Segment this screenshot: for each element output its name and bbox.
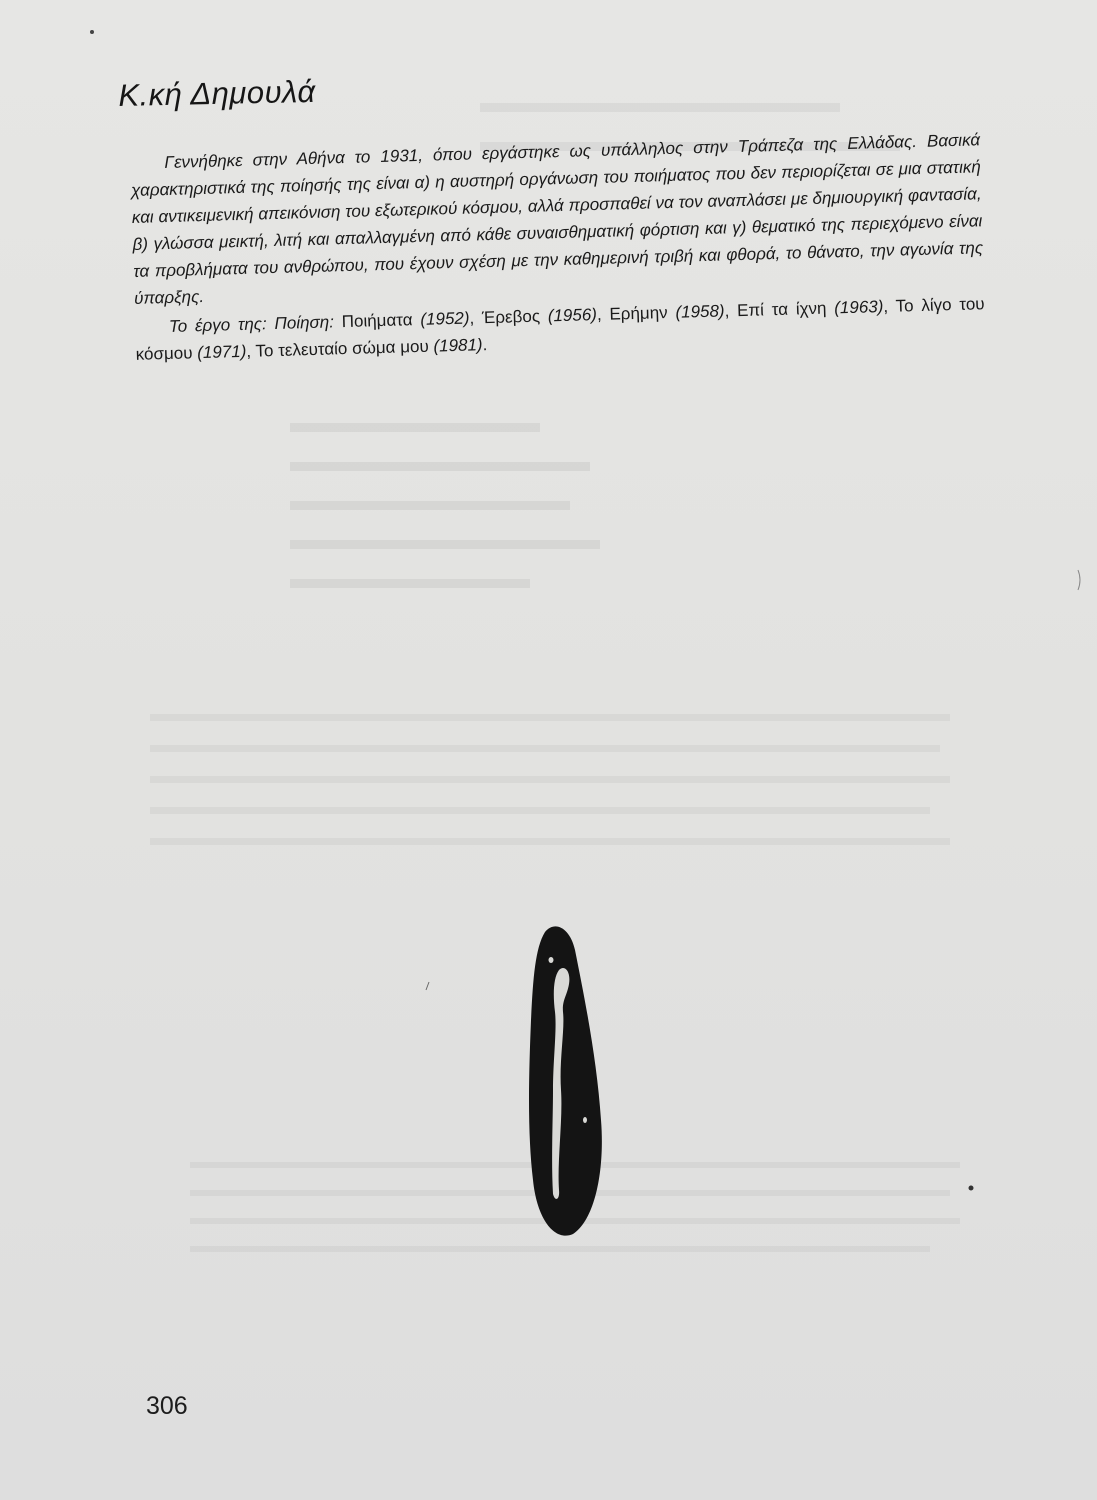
works-label: Το έργο της: Ποίηση: (168, 312, 335, 336)
work-title: Επί τα ίχνη (736, 298, 827, 321)
work-year: (1958) (675, 301, 725, 322)
work-item: Το τελευταίο σώμα μου (1981). (255, 335, 488, 361)
work-year: (1952) (420, 308, 470, 329)
work-title: Το λίγο του κόσμου (135, 294, 985, 364)
work-item: Ερήμην (1958), (609, 301, 730, 324)
work-year: (1963) (833, 297, 884, 318)
work-year: (1981) (433, 335, 483, 356)
work-item: Ποιήματα (1952), (341, 308, 475, 332)
work-item: Επί τα ίχνη (1963), (736, 296, 889, 321)
bio-paragraph: Γεννήθηκε στην Αθήνα το 1931, όπου εργάστηκε ως υπάλληλος στην Τράπεζα της Ελλάδας. Βασικά χαρακτηριστικά της ποίησής της είναι α) η αυστηρή οργάνωση του ποιήματος που δεν περιορίζεται σε μια στατική και αντικειμενική απεικόνιση του εξωτερικού κόσμου, αλλά προσπαθεί να τον αναπλάσει με δημιουργική φαντασία, β) γλώσσα μεικτή, λιτή και απαλλαγμένη από κάθε συναισθηματική φόρτιση και γ) θεματικό της περιεχόμενο είναι τα προβλήματα του ανθρώπου, που έχουν σχέση με την καθημερινή τριβή και φθορά, το θάνατο, την αγωνία της ύπαρξης. (130, 130, 984, 308)
author-biography (130, 126, 986, 368)
work-title: Το τελευταίο σώμα μου (255, 336, 429, 361)
work-title: Έρεβος (481, 306, 541, 328)
bleed-through-block (150, 700, 950, 855)
bleed-through-block (290, 405, 600, 600)
work-title: Ερήμην (609, 303, 668, 324)
work-title: Ποιήματα (341, 310, 413, 332)
author-heading: Κ.κή Δημουλά (118, 73, 316, 113)
work-year: (1956) (547, 305, 598, 326)
ink-figure-illustration (515, 920, 615, 1240)
page-number: 306 (146, 1392, 188, 1420)
work-year: (1971) (196, 341, 247, 363)
work-item: Το λίγο του κόσμου (1971), (135, 294, 985, 364)
work-item: Έρεβος (1956), (481, 304, 602, 328)
